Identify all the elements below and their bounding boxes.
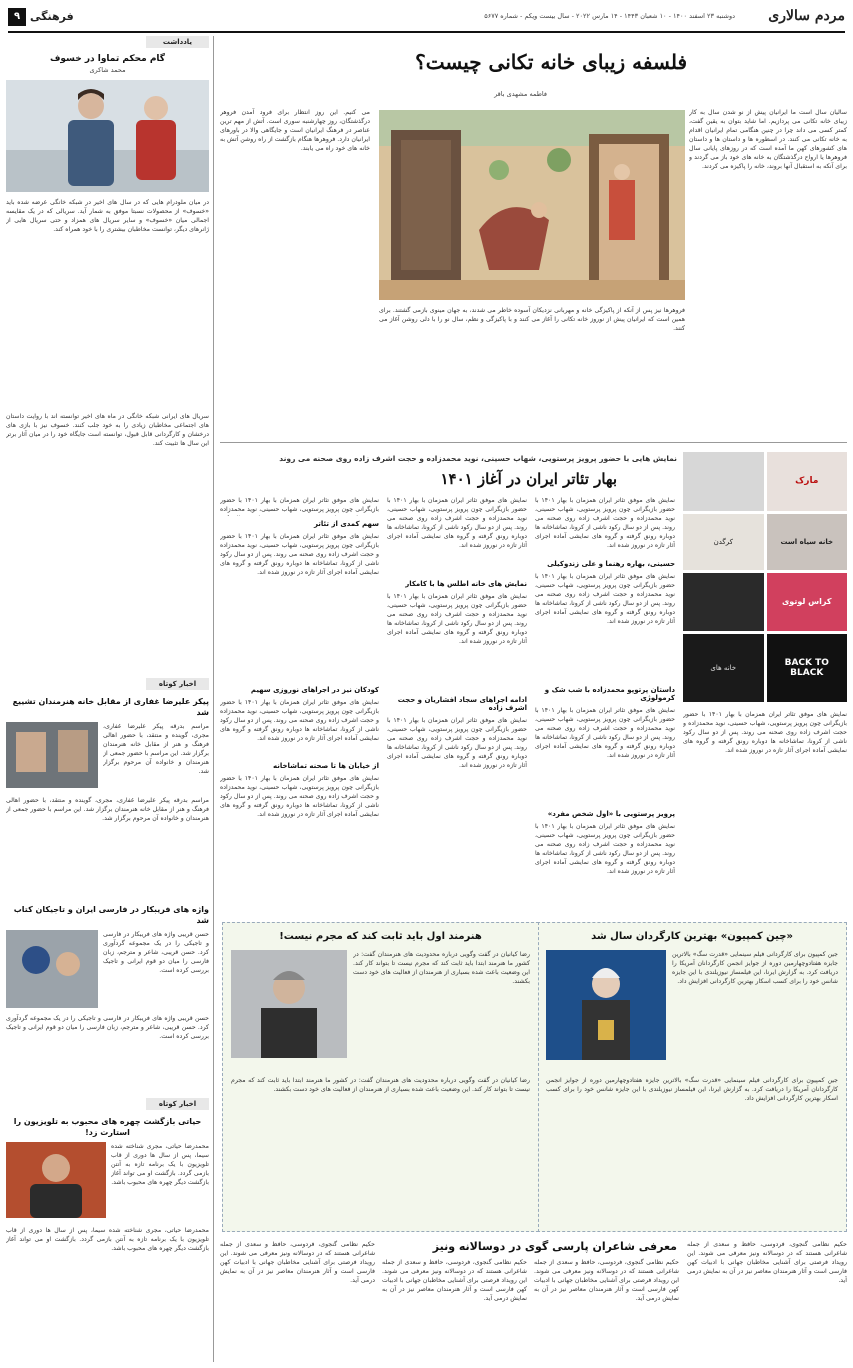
poetry-title: معرفی شاعران پارسی گوی در دوسالانه ونیز	[432, 1240, 677, 1253]
main-body-right: سالیان سال است ما ایرانیان پیش از نو شدن سال به کار زیبای خانه تکانی می پردازیم. اما شاید بتوان به یقین گفت، کمتر کسی می داند چرا در چنین هنگامی تمام ایرانیان اقدام به خانه تکانی می کنند. در اسطوره ها و داستان ها و داستان های کشورهای کهن ما آمده است که در روزهای پایانی سال فروهرها یا ارواح درگذشتگان به خانه های خود باز می گردند و برای آنکه به استقبال آنها بروند، خانه را پاکیزه می کردند.	[689, 109, 847, 170]
news-2-body-cont: حسن قریبی واژه های فریبکار در فارسی و تاجیکی را در یک مجموعه گردآوری کرد. حسن قریبی، شاعر و مترجم، زبان فارسی را میان دو قوم ایرانی و تاجیک بررسی کرده است.	[6, 1015, 209, 1040]
newspaper-name: مردم سالاری	[768, 8, 845, 24]
theater-col2	[535, 496, 675, 910]
champion-body-2: جین کمپیون برای کارگردانی فیلم سینمایی «قدرت سگ» بالاترین جایزه هفتادوچهارمین دوره از جوایز انجمن کارگردانان آمریکا را دریافت کرد. به گزارش ایرنا، این فیلمساز نیوزیلندی با این جایزه شانس خود را برای کسب اسکار بهترین کارگردانی افزایش داد.	[546, 1077, 838, 1102]
poster-7: BACK TO BLACK	[767, 634, 848, 703]
poster-6	[683, 573, 764, 631]
theater-sub-1: حسینی، بهاره رهنما و علی زندوکیلی	[547, 560, 675, 568]
main-illustration	[379, 110, 685, 300]
news-3-body: محمدرضا حیاتی، مجری شناخته شده سیما، پس از سال ها دوری از قاب تلویزیون با یک برنامه تازه به آنتن بازمی گردد. بازگشت او می تواند آغاز بازگشت دیگر چهره های محبوب باشد.	[111, 1143, 209, 1186]
mojrem-body: رضا کیانیان در گفت وگویی درباره محدودیت های هنرمندان گفت: در کشور ما هنرمند ابتدا باید ثابت کند که مجرم نیست تا بتواند کار کند. این وضعیت باعث شده بسیاری از هنرمندان از فعالیت های خود دست بکشند.	[353, 951, 530, 985]
poetry-col-1: حکیم نظامی گنجوی، فردوسی، حافظ و سعدی از جمله شاعرانی هستند که در دوسالانه ونیز معرفی می شوند. این رویداد فرصتی برای آشنایی مخاطبان جهانی با ادبیات کهن فارسی است و آثار هنرمندان معاصر نیز در آن به نمایش درمی آید.	[687, 1241, 847, 1284]
theater-col2-body-4: نمایش های موفق تئاتر ایران همزمان با بهار ۱۴۰۱ با حضور بازیگرانی چون پرویز پرستویی، شهاب حسینی، نوید محمدزاده و حجت اشرف زاده روی صحنه می روند. پس از دو سال رکود ناشی از کرونا، تماشاخانه ها دوباره رونق گرفته و گروه های نمایشی آماده اجرای آثار تازه در نوروز شده اند.	[535, 823, 675, 875]
champion-title: «چین کمپیون» بهترین کارگردان سال شد	[591, 931, 793, 942]
sidebar-column	[6, 36, 209, 676]
short-news-tag-2: اخبار کوتاه	[146, 1098, 209, 1110]
poster-5: کراس لوتوی	[767, 573, 848, 631]
theater-kicker: نمایش هایی با حضور پرویز پرستویی، شهاب حسینی، نوید محمدزاده و حجت اشرف زاده روی صحنه می روند	[279, 454, 677, 463]
sidebar-tag: یادداشت	[146, 36, 209, 48]
theater-col3-body-3: نمایش های موفق تئاتر ایران همزمان با بهار ۱۴۰۱ با حضور بازیگرانی چون پرویز پرستویی، شهاب حسینی، نوید محمدزاده و حجت اشرف زاده روی صحنه می روند. پس از دو سال رکود ناشی از کرونا، تماشاخانه ها دوباره رونق گرفته و گروه های نمایشی آماده اجرای آثار تازه در نوروز شده اند.	[387, 717, 527, 769]
news-1-body: مراسم بدرقه پیکر علیرضا غفاری، مجری، گوینده و منتقد، با حضور اهالی فرهنگ و هنر از مقابل خانه هنرمندان برگزار شد. این مراسم با حضور جمعی از هنرمندان و خانواده آن مرحوم برگزار شد.	[103, 723, 209, 775]
poster-3: خانه سیاه است	[767, 514, 848, 571]
main-byline: فاطمه مشهدی باقر	[494, 90, 547, 98]
sidebar-body: در میان ملودرام هایی که در سال های اخیر در شبکه خانگی عرضه شده باید «خسوف» از محصولات نسبتا موفق به شمار آید. سریالی که در یک مقایسه اجمالی میان «خسوف» و سایر سریال های همزاد و حتی سریال هایی از ژانرهای دیگر، توانست مخاطبان بیشتری را با خود همراه کند.	[6, 199, 209, 233]
theater-col2-body-2: نمایش های موفق تئاتر ایران همزمان با بهار ۱۴۰۱ با حضور بازیگرانی چون پرویز پرستویی، شهاب حسینی، نوید محمدزاده و حجت اشرف زاده روی صحنه می روند. پس از دو سال رکود ناشی از کرونا، تماشاخانه ها دوباره رونق گرفته و گروه های نمایشی آماده اجرای آثار تازه در نوروز شده اند.	[535, 573, 675, 625]
champion-body: جین کمپیون برای کارگردانی فیلم سینمایی «قدرت سگ» بالاترین جایزه هفتادوچهارمین دوره از جوایز انجمن کارگردانان آمریکا را دریافت کرد. به گزارش ایرنا، این فیلمساز نیوزیلندی با این جایزه شانس خود را برای کسب اسکار بهترین کارگردانی افزایش داد.	[672, 951, 838, 985]
theater-sub-5: داستان پرتوپو محمدزاده با شب شک و کرمولوژی	[544, 686, 675, 702]
sidebar-title: گام محکم تماوا در خسوف	[49, 54, 166, 64]
poetry-col-2: حکیم نظامی گنجوی، فردوسی، حافظ و سعدی از جمله شاعرانی هستند که در دوسالانه ونیز معرفی می شوند. این رویداد فرصتی برای آشنایی مخاطبان جهانی با ادبیات کهن فارسی است و آثار هنرمندان معاصر نیز در آن به نمایش درمی آید.	[534, 1259, 679, 1302]
theater-col4-body-4: نمایش های موفق تئاتر ایران همزمان با بهار ۱۴۰۱ با حضور بازیگرانی چون پرویز پرستویی، شهاب حسینی، نوید محمدزاده و حجت اشرف زاده روی صحنه می روند. پس از دو سال رکود ناشی از کرونا، تماشاخانه ها دوباره رونق گرفته و گروه های نمایشی آماده اجرای آثار تازه در نوروز شده اند.	[220, 775, 379, 818]
theater-sub-4: ادامه اجراهای سجاد افشاریان و حجت اشرف زاده	[397, 696, 527, 712]
news-3-title: حیاتی بازگشت چهره های محبوب به تلویزیون را استارت زد!	[13, 1117, 202, 1137]
short-news-tag: اخبار کوتاه	[146, 678, 209, 690]
mojrem-photo	[231, 950, 347, 1058]
news-1-body-cont: مراسم بدرقه پیکر علیرضا غفاری، مجری، گوینده و منتقد، با حضور اهالی فرهنگ و هنر از مقابل خانه هنرمندان برگزار شد. این مراسم با حضور جمعی از هنرمندان و خانواده آن مرحوم برگزار شد.	[6, 797, 209, 822]
theater-col3-body: نمایش های موفق تئاتر ایران همزمان با بهار ۱۴۰۱ با حضور بازیگرانی چون پرویز پرستویی، شهاب حسینی، نوید محمدزاده و حجت اشرف زاده روی صحنه می روند. پس از دو سال رکود ناشی از کرونا، تماشاخانه ها دوباره رونق گرفته و گروه های نمایشی آماده اجرای آثار تازه در نوروز شده اند.	[387, 497, 527, 549]
masthead	[8, 8, 845, 30]
page-number-badge: ۹	[8, 8, 26, 26]
mojrem-body-2: رضا کیانیان در گفت وگویی درباره محدودیت های هنرمندان گفت: در کشور ما هنرمند ابتدا باید ثابت کند که مجرم نیست تا بتواند کار کند. این وضعیت باعث شده بسیاری از هنرمندان از فعالیت های خود دست بکشند.	[231, 1077, 530, 1093]
theater-sub-3: سهم کمدی از تئاتر	[313, 520, 379, 528]
poetry-col-4: حکیم نظامی گنجوی، فردوسی، حافظ و سعدی از جمله شاعرانی هستند که در دوسالانه ونیز معرفی می شوند. این رویداد فرصتی برای آشنایی مخاطبان جهانی با ادبیات کهن فارسی است و آثار هنرمندان معاصر نیز در آن به نمایش درمی آید.	[220, 1241, 375, 1284]
news-3-body-cont: محمدرضا حیاتی، مجری شناخته شده سیما، پس از سال ها دوری از قاب تلویزیون با یک برنامه تازه به آنتن بازمی گردد. بازگشت او می تواند آغاز بازگشت دیگر چهره های محبوب باشد.	[6, 1227, 209, 1252]
short-news-column	[6, 678, 209, 1362]
news-2-photo	[6, 930, 98, 1008]
main-bottom-rule	[220, 442, 847, 443]
theater-body-col1: نمایش های موفق تئاتر ایران همزمان با بهار ۱۴۰۱ با حضور بازیگرانی چون پرویز پرستویی، شهاب حسینی، نوید محمدزاده و حجت اشرف زاده روی صحنه می روند. پس از دو سال رکود ناشی از کرونا، تماشاخانه ها دوباره رونق گرفته و گروه های نمایشی آماده اجرای آثار تازه در نوروز شده اند.	[683, 711, 847, 754]
theater-col2-body: نمایش های موفق تئاتر ایران همزمان با بهار ۱۴۰۱ با حضور بازیگرانی چون پرویز پرستویی، شهاب حسینی، نوید محمدزاده و حجت اشرف زاده روی صحنه می روند. پس از دو سال رکود ناشی از کرونا، تماشاخانه ها دوباره رونق گرفته و گروه های نمایشی آماده اجرای آثار تازه در نوروز شده اند.	[535, 497, 675, 549]
theater-poster-grid	[683, 452, 847, 702]
news-1-photo	[6, 722, 98, 788]
poster-1: مارک	[767, 452, 848, 511]
mojrem-box	[222, 922, 539, 1232]
poetry-col-3: حکیم نظامی گنجوی، فردوسی، حافظ و سعدی از جمله شاعرانی هستند که در دوسالانه ونیز معرفی می شوند. این رویداد فرصتی برای آشنایی مخاطبان جهانی با ادبیات کهن فارسی است و آثار هنرمندان معاصر نیز در آن به نمایش درمی آید.	[382, 1259, 527, 1302]
sidebar-photo	[6, 80, 209, 192]
theater-col4-body-3: نمایش های موفق تئاتر ایران همزمان با بهار ۱۴۰۱ با حضور بازیگرانی چون پرویز پرستویی، شهاب حسینی، نوید محمدزاده و حجت اشرف زاده روی صحنه می روند. پس از دو سال رکود ناشی از کرونا، تماشاخانه ها دوباره رونق گرفته و گروه های نمایشی آماده اجرای آثار تازه در نوروز شده اند.	[220, 699, 379, 742]
poster-2	[683, 452, 764, 511]
masthead-rule	[8, 31, 845, 33]
main-body-mid: فروهرها نیز پس از آنکه از پاکیزگی خانه و مهربانی نزدیکان آسوده خاطر می شدند، به جهان مینوی بازمی گشتند. برای همین است که ایرانیان پیش از نوروز خانه تکانی را آغاز می کنند و با پاکیزگی و نظم، سال نو را با دلی روشن آغاز می کنند.	[379, 307, 685, 332]
main-body-left: می کنیم. این روز انتظار برای فرود آمدن فروهر درگذشتگان، روز چهارشنبه سوری است. آتش از مهم ترین عناصر در فرهنگ ایرانیان است و جایگاهی والا در باورهای ایرانیان دارد. فروهرها هنگام بازگشت از راه روشن آتش به خانه های خود راه می یابند.	[220, 109, 370, 152]
mojrem-title: هنرمند اول باید ثابت کند که مجرم نیست!	[279, 931, 482, 942]
theater-col4	[220, 496, 379, 910]
theater-sub-2: نمایش های خانه اطلس ها با کامکار	[405, 580, 527, 588]
theater-feature	[220, 448, 847, 916]
theater-col3-body-2: نمایش های موفق تئاتر ایران همزمان با بهار ۱۴۰۱ با حضور بازیگرانی چون پرویز پرستویی، شهاب حسینی، نوید محمدزاده و حجت اشرف زاده روی صحنه می روند. پس از دو سال رکود ناشی از کرونا، تماشاخانه ها دوباره رونق گرفته و گروه های نمایشی آماده اجرای آثار تازه در نوروز شده اند.	[387, 593, 527, 645]
theater-title: بهار تئاتر ایران در آغاز ۱۴۰۱	[440, 470, 617, 488]
news-2-title: واژه های فریبکار در فارسی ایران و تاجیکان کتاب شد	[13, 905, 209, 925]
poster-4: کرگدن	[683, 514, 764, 571]
theater-col4-body-2: نمایش های موفق تئاتر ایران همزمان با بهار ۱۴۰۱ با حضور بازیگرانی چون پرویز پرستویی، شهاب حسینی، نوید محمدزاده و حجت اشرف زاده روی صحنه می روند. پس از دو سال رکود ناشی از کرونا، تماشاخانه ها دوباره رونق گرفته و گروه های نمایشی آماده اجرای آثار تازه در نوروز شده اند.	[220, 533, 379, 576]
sidebar-author: محمد شاکری	[89, 66, 126, 74]
theater-sub-8: پرویز پرستویی با «اول شخص مفرد»	[547, 810, 675, 818]
theater-col3	[387, 496, 527, 910]
poster-8: خانه های	[683, 634, 764, 703]
sidebar-divider	[213, 36, 214, 1362]
theater-sub-6: کودکان نیز در اجراهای نوروزی سهیم	[250, 686, 379, 694]
main-article	[220, 36, 847, 436]
champion-box	[537, 922, 847, 1232]
theater-col2-body-3: نمایش های موفق تئاتر ایران همزمان با بهار ۱۴۰۱ با حضور بازیگرانی چون پرویز پرستویی، شهاب حسینی، نوید محمدزاده و حجت اشرف زاده روی صحنه می روند. پس از دو سال رکود ناشی از کرونا، تماشاخانه ها دوباره رونق گرفته و گروه های نمایشی آماده اجرای آثار تازه در نوروز شده اند.	[535, 707, 675, 759]
news-2-body: حسن قریبی واژه های فریبکار در فارسی و تاجیکی را در یک مجموعه گردآوری کرد. حسن قریبی، شاعر و مترجم، زبان فارسی را میان دو قوم ایرانی و تاجیک بررسی کرده است.	[103, 931, 209, 974]
news-3-photo	[6, 1142, 106, 1218]
date-line: دوشنبه ۲۳ اسفند ۱۴۰۰ - ۱۰ شعبان ۱۴۴۳ - ۱۴ مارس ۲۰۲۲ - سال بیست ویکم - شماره ۵۶۷۷	[484, 12, 735, 20]
theater-col4-body: نمایش های موفق تئاتر ایران همزمان با بهار ۱۴۰۱ با حضور بازیگرانی چون پرویز پرستویی، شهاب حسینی، نوید محمدزاده	[220, 497, 379, 513]
poetry-article	[220, 1240, 847, 1362]
champion-photo	[546, 950, 666, 1060]
theater-sub-7: از خیابان ها تا صحنه تماشاخانه	[272, 762, 379, 770]
sidebar-body-2: سریال های ایرانی شبکه خانگی در ماه های اخیر توانسته اند با روایت داستان های اجتماعی مخاطبان زیادی را به خود جلب کنند. خسوف نیز با بازی های درخشان و کارگردانی قابل قبول، توانسته است جایگاه خود را در میان آثار برتر این سال ها تثبیت کند.	[6, 413, 209, 447]
main-title: فلسفه زیبای خانه تکانی چیست؟	[415, 50, 687, 74]
news-1-title: پیکر علیرضا غفاری از مقابل خانه هنرمندان تشییع شد	[12, 697, 209, 717]
section-label: فرهنگی	[30, 10, 74, 23]
